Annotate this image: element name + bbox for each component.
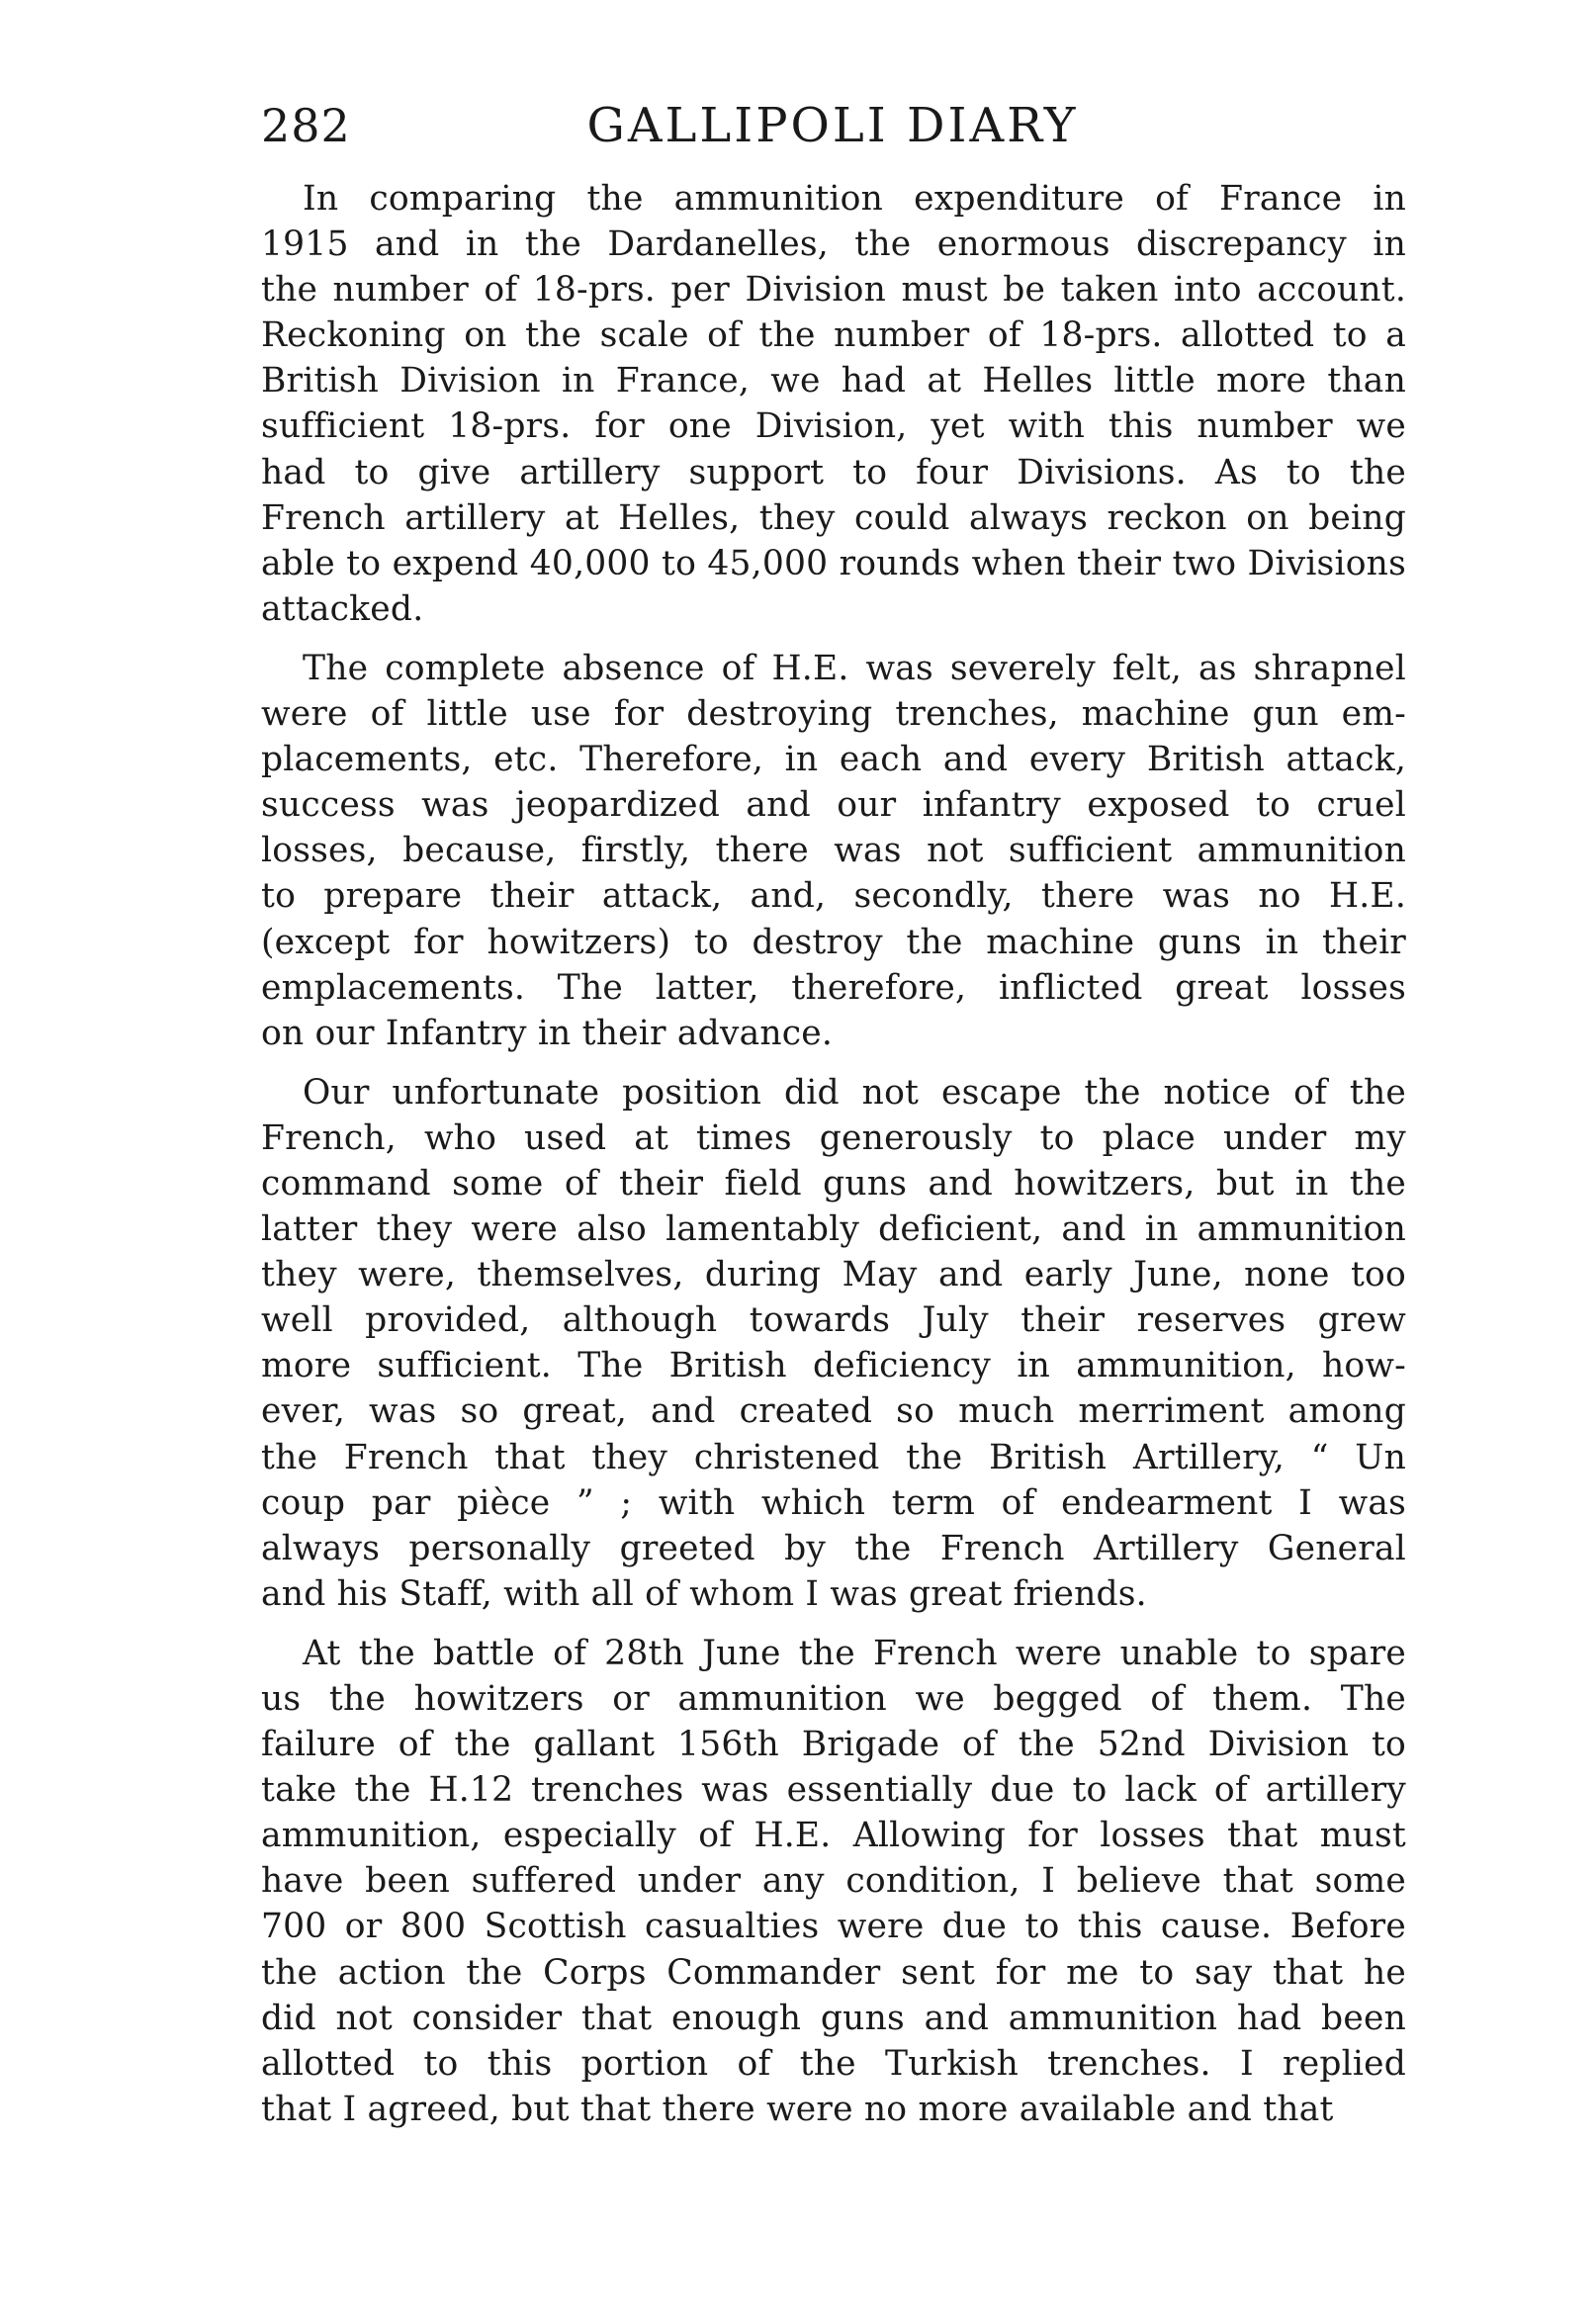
text-line: command some of their field guns and howitzers, but in the xyxy=(261,1163,1406,1204)
body-text xyxy=(261,176,1406,2146)
running-head xyxy=(261,91,1404,160)
text-line: take the H.12 trenches was essentially due to lack of artillery xyxy=(261,1770,1406,1811)
text-line: able to expend 40,000 to 45,000 rounds when their two Divisions xyxy=(261,543,1406,583)
text-line: (except for howitzers) to destroy the machine guns in their xyxy=(261,922,1406,962)
text-line: The complete absence of H.E. was severely felt, as shrapnel xyxy=(303,648,1406,688)
text-line: British Division in France, we had at Helles little more than xyxy=(261,361,1406,402)
text-line: In comparing the ammunition expenditure of France in xyxy=(303,179,1406,219)
text-line: success was jeopardized and our infantry exposed to cruel xyxy=(261,785,1406,826)
text-line: French, who used at times generously to place under my xyxy=(261,1117,1406,1158)
text-line: have been suffered under any condition, I believe that some xyxy=(261,1861,1406,1902)
text-line: sufficient 18-prs. for one Division, yet with this number we xyxy=(261,406,1406,447)
paragraph xyxy=(261,1070,1406,1617)
text-line: the action the Corps Commander sent for me to say that he xyxy=(261,1952,1406,1993)
text-line: ammunition, especially of H.E. Allowing for losses that must xyxy=(261,1816,1406,1856)
paragraph xyxy=(261,176,1406,632)
text-line: losses, because, firstly, there was not sufficient ammunition xyxy=(261,831,1406,871)
text-line: placements, etc. Therefore, in each and every British attack, xyxy=(261,740,1406,780)
book-title: GALLIPOLI DIARY xyxy=(586,98,1079,153)
text-line: that I agreed, but that there were no more available and that xyxy=(261,2089,1334,2129)
text-line: always personally greeted by the French Artillery General xyxy=(261,1528,1406,1568)
text-line: Reckoning on the scale of the number of 18-prs. allotted to a xyxy=(261,315,1406,356)
text-line: ever, was so great, and created so much merriment among xyxy=(261,1391,1406,1432)
text-line: French artillery at Helles, they could always reckon on being xyxy=(261,497,1406,538)
text-line: they were, themselves, during May and early June, none too xyxy=(261,1255,1406,1295)
text-line: the number of 18-prs. per Division must be taken into account. xyxy=(261,270,1406,311)
text-line: 700 or 800 Scottish casualties were due to this cause. Before xyxy=(261,1907,1406,1947)
text-line: 1915 and in the Dardanelles, the enormous discrepancy in xyxy=(261,224,1406,265)
text-line: At the battle of 28th June the French were unable to spare xyxy=(303,1633,1406,1673)
text-line: coup par pièce ” ; with which term of endearment I was xyxy=(261,1482,1406,1523)
text-line: did not consider that enough guns and ammunition had been xyxy=(261,1998,1406,2038)
text-line: on our Infantry in their advance. xyxy=(261,1013,834,1053)
text-line: more sufficient. The British deficiency in ammunition, how- xyxy=(261,1346,1406,1386)
paragraph xyxy=(261,1631,1406,2132)
text-line: attacked. xyxy=(261,588,424,629)
text-line: failure of the gallant 156th Brigade of the 52nd Division to xyxy=(261,1725,1406,1765)
text-line: and his Staff, with all of whom I was great friends. xyxy=(261,1573,1147,1614)
text-line: Our unfortunate position did not escape the notice of the xyxy=(303,1072,1406,1113)
page-number: 282 xyxy=(261,99,351,152)
paragraph xyxy=(261,646,1406,1056)
text-line: the French that they christened the British Artillery, “ Un xyxy=(261,1437,1406,1477)
text-line: emplacements. The latter, therefore, inflicted great losses xyxy=(261,967,1406,1008)
text-line: were of little use for destroying trenches, machine gun em- xyxy=(261,694,1406,735)
text-line: allotted to this portion of the Turkish trenches. I replied xyxy=(261,2043,1406,2084)
text-line: had to give artillery support to four Divisions. As to the xyxy=(261,452,1406,492)
text-line: us the howitzers or ammunition we begged of them. The xyxy=(261,1679,1406,1719)
text-line: to prepare their attack, and, secondly, there was no H.E. xyxy=(261,876,1406,917)
text-line: latter they were also lamentably deficient, and in ammunition xyxy=(261,1209,1406,1250)
text-line: well provided, although towards July their reserves grew xyxy=(261,1300,1406,1341)
